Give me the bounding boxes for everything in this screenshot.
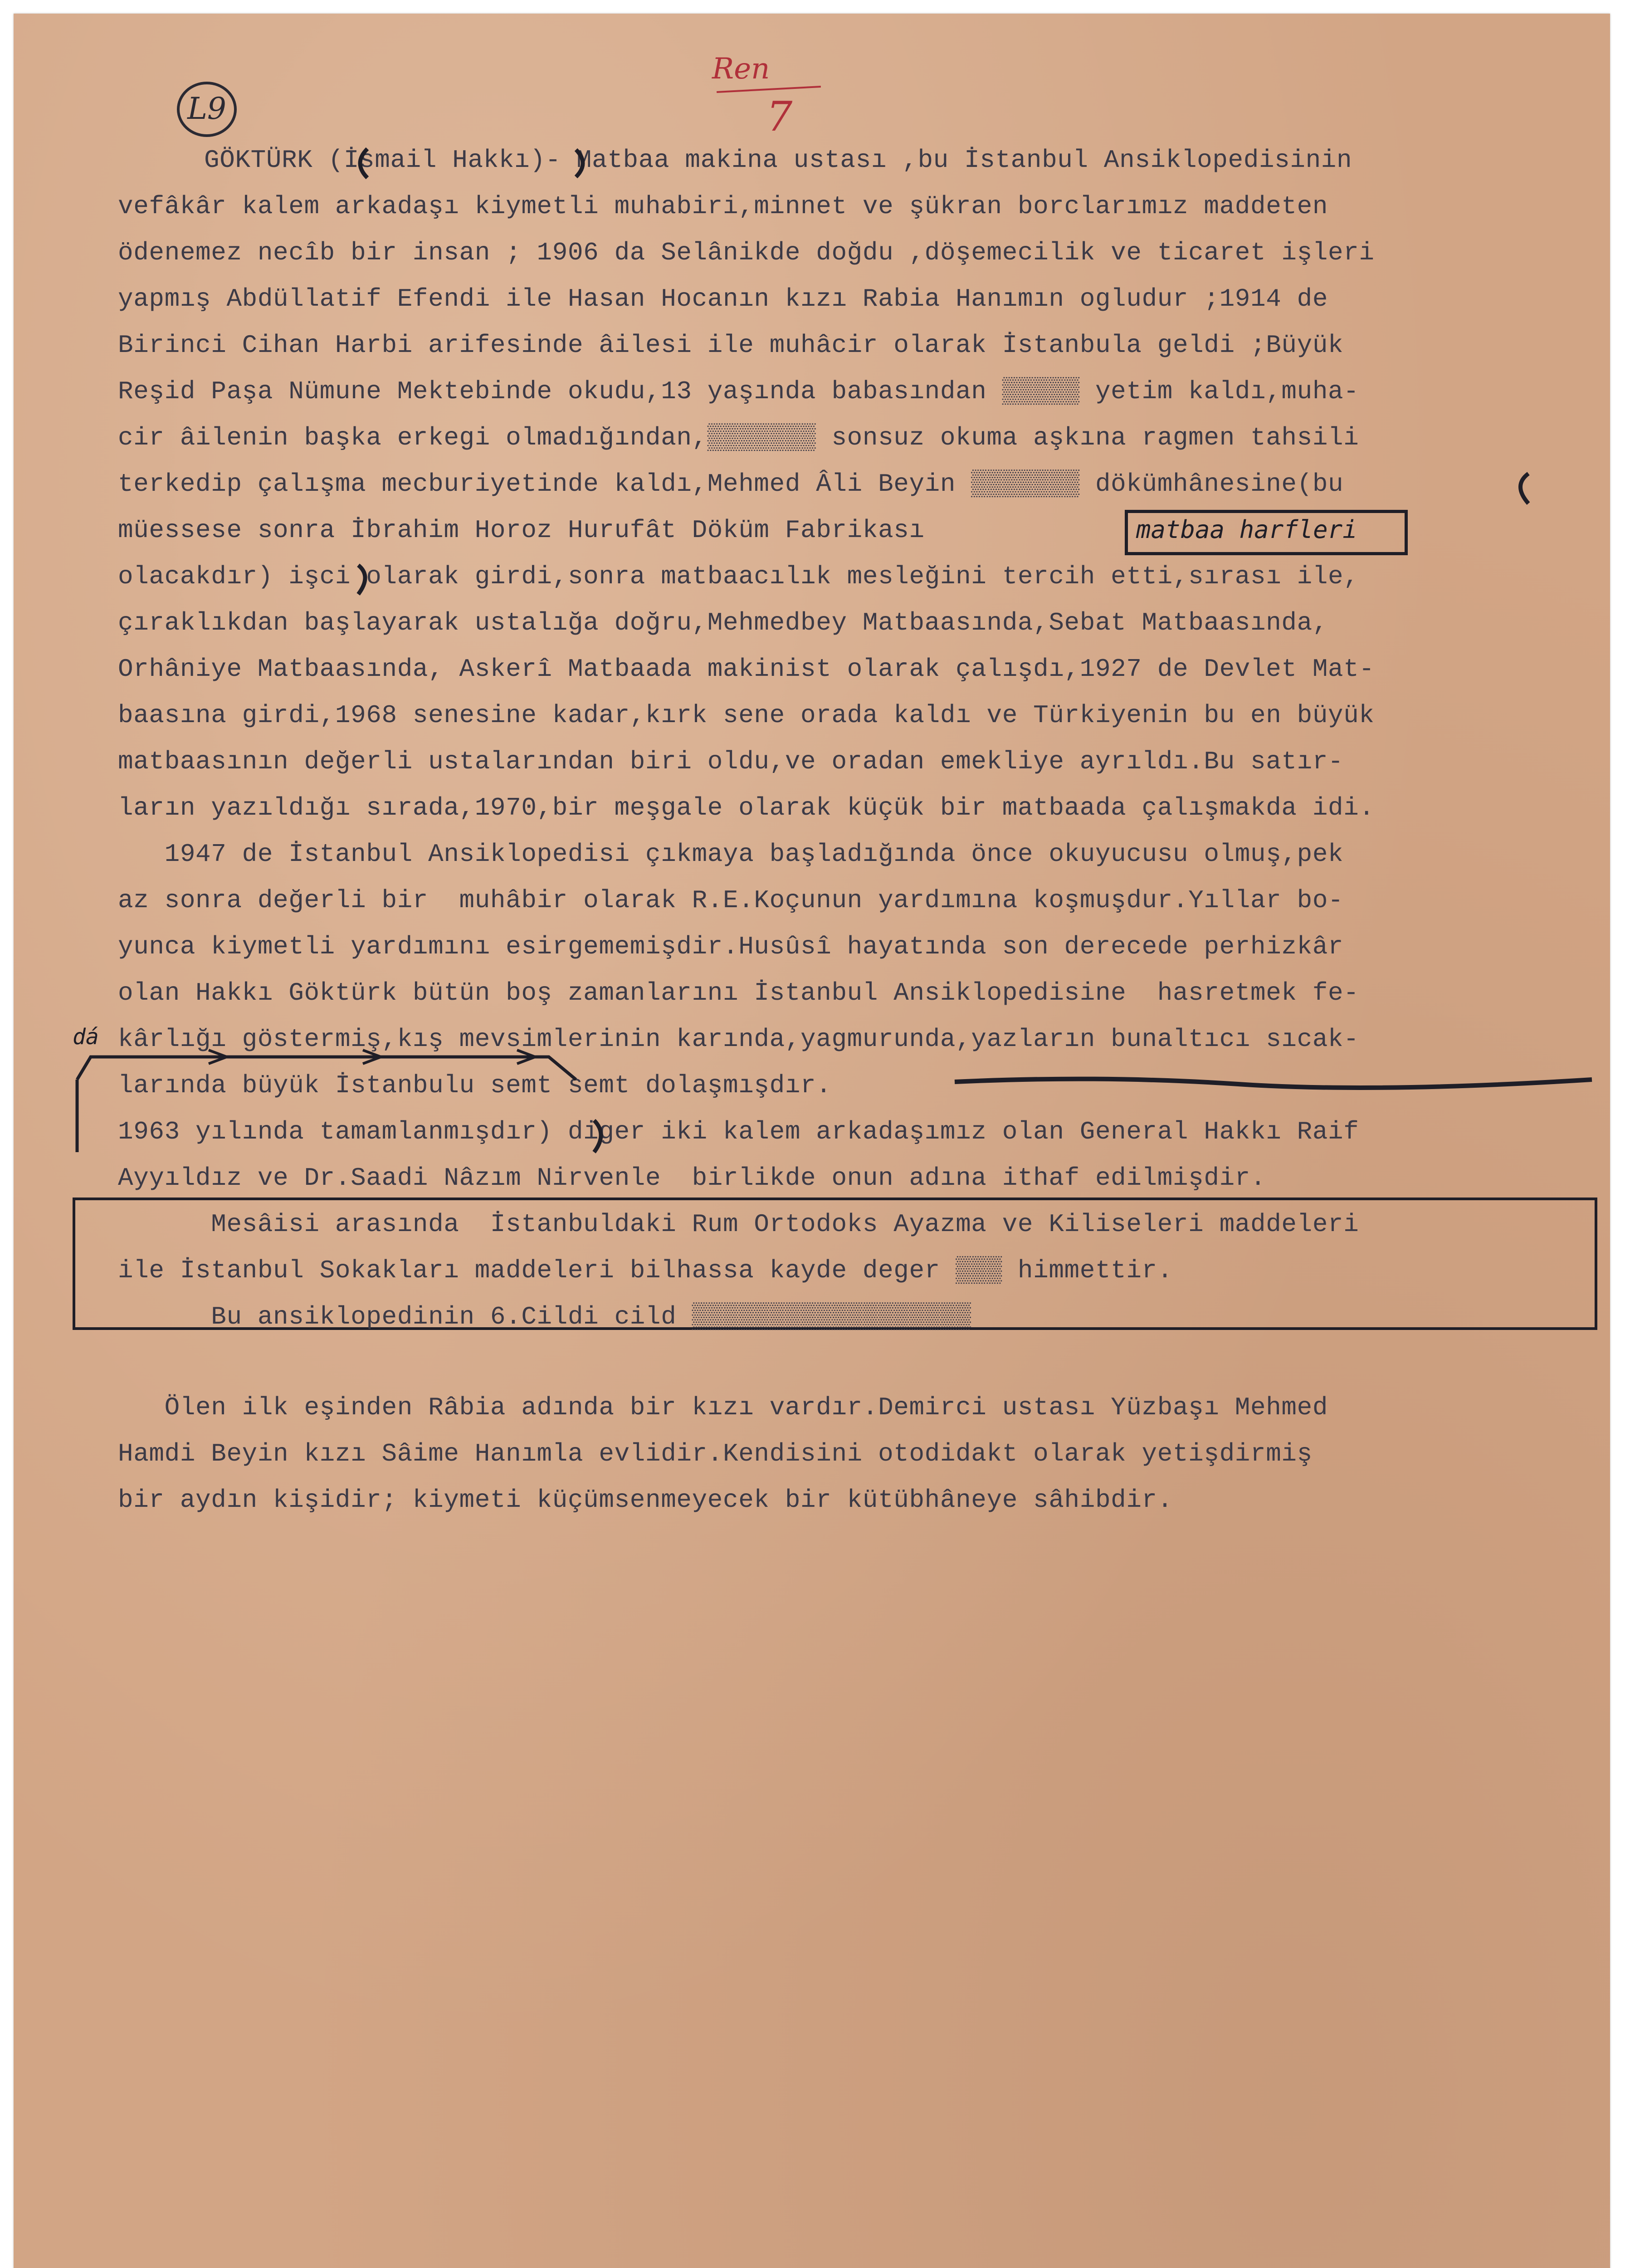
bracket-mark — [358, 565, 365, 594]
bracket-mark — [360, 149, 367, 178]
handwritten-marks — [14, 14, 1610, 2268]
handwritten-insert: matbaa harfleri — [1136, 515, 1357, 544]
text-line: bir aydın kişidir; kiymeti küçümsenmeyecek bir kütübhâneye sâhibdir. — [118, 1486, 1173, 1515]
text-line: Mesâisi arasında İstanbuldaki Rum Ortodoks Ayazma ve Kiliseleri maddeleri — [118, 1210, 1359, 1239]
margin-note: Ren — [712, 52, 770, 86]
text-line: müessese sonra İbrahim Horoz Hurufât Döküm Fabrikası — [118, 516, 925, 545]
text-line: Reşid Paşa Nümune Mektebinde okudu,13 yaşında babasından ▒▒▒▒▒ yetim kaldı,muha- — [118, 377, 1359, 406]
bracket-mark — [1521, 474, 1529, 503]
text-line: ile İstanbul Sokakları maddeleri bilhassa kayde deger ▒▒▒ himmettir. — [118, 1256, 1173, 1285]
text-line: Ölen ilk eşinden Râbia adında bir kızı vardır.Demirci ustası Yüzbaşı Mehmed — [118, 1393, 1328, 1422]
text-line: baasına girdi,1968 senesine kadar,kırk sene orada kaldı ve Türkiyenin bu en büyük — [118, 701, 1375, 730]
text-line: kârlığı göstermiş,kış mevsimlerinin karında,yagmurunda,yazların bunaltıcı sıcak- — [118, 1025, 1359, 1054]
bracket-mark — [576, 150, 583, 177]
text-line: çıraklıkdan başlayarak ustalığa doğru,Mehmedbey Matbaasında,Sebat Matbaasında, — [118, 608, 1328, 637]
text-line: ların yazıldığı sırada,1970,bir meşgale olarak küçük bir matbaada çalışmakda idi. — [118, 793, 1375, 822]
text-line: 1963 yılında tamamlanmışdır) diger iki kalem arkadaşımız olan General Hakkı Raif — [118, 1117, 1359, 1146]
text-line: Bu ansiklopedinin 6.Cildi cild ▒▒▒▒▒▒▒▒▒▒▒▒▒▒▒▒▒▒ — [118, 1302, 971, 1331]
text-line: ödenemez necîb bir insan ; 1906 da Selânikde doğdu ,döşemecilik ve ticaret işleri — [118, 238, 1375, 267]
text-line: yunca kiymetli yardımını esirgememişdir.Husûsî hayatında son derecede perhizkâr — [118, 932, 1344, 961]
text-line: olacakdır) işci olarak girdi,sonra matbaacılık mesleğini tercih etti,sırası ile, — [118, 562, 1359, 591]
text-line: olan Hakkı Göktürk bütün boş zamanlarını İstanbul Ansiklopedisine hasretmek fe- — [118, 978, 1359, 1007]
text-line: Orhâniye Matbaasında, Askerî Matbaada makinist olarak çalışdı,1927 de Devlet Mat- — [118, 655, 1375, 684]
bracket-mark — [594, 1120, 601, 1152]
text-line: larında büyük İstanbulu semt semt dolaşmışdır. — [118, 1071, 832, 1100]
text-line: Hamdi Beyin kızı Sâime Hanımla evlidir.Kendisini otodidakt olarak yetişdirmiş — [118, 1439, 1313, 1468]
text-line: GÖKTÜRK (İsmail Hakkı)- Matbaa makina ustası ,bu İstanbul Ansiklopedisinin — [204, 146, 1352, 175]
text-line: Ayyıldız ve Dr.Saadi Nâzım Nirvenle birlikde onun adına ithaf edilmişdir. — [118, 1163, 1266, 1193]
text-line: az sonra değerli bir muhâbir olarak R.E.Koçunun yardımına koşmuşdur.Yıllar bo- — [118, 886, 1344, 915]
text-line: matbaasının değerli ustalarından biri oldu,ve oradan emekliye ayrıldı.Bu satır- — [118, 747, 1344, 776]
text-line: terkedip çalışma mecburiyetinde kaldı,Mehmed Âli Beyin ▒▒▒▒▒▒▒ dökümhânesine(bu — [118, 469, 1344, 499]
text-line: yapmış Abdüllatif Efendi ile Hasan Hocanın kızı Rabia Hanımın ogludur ;1914 de — [118, 284, 1328, 313]
typewritten-page — [14, 14, 1610, 2268]
margin-number: 7 — [766, 93, 793, 141]
text-line: vefâkâr kalem arkadaşı kiymetli muhabiri,minnet ve şükran borclarımız maddeten — [118, 192, 1328, 221]
text-line: cir âilenin başka erkegi olmadığından,▒▒▒▒▒▒▒ sonsuz okuma aşkına ragmen tahsili — [118, 423, 1359, 452]
strike-line — [955, 1079, 1592, 1088]
text-line: 1947 de İstanbul Ansiklopedisi çıkmaya başladığında önce okuyucusu olmuş,pek — [118, 840, 1344, 869]
page-number: L9 — [177, 82, 237, 137]
margin-side-note: dá — [73, 1024, 99, 1050]
insertion-arrow — [77, 1057, 576, 1152]
text-line: Birinci Cihan Harbi arifesinde âilesi ile muhâcir olarak İstanbula geldi ;Büyük — [118, 331, 1344, 360]
